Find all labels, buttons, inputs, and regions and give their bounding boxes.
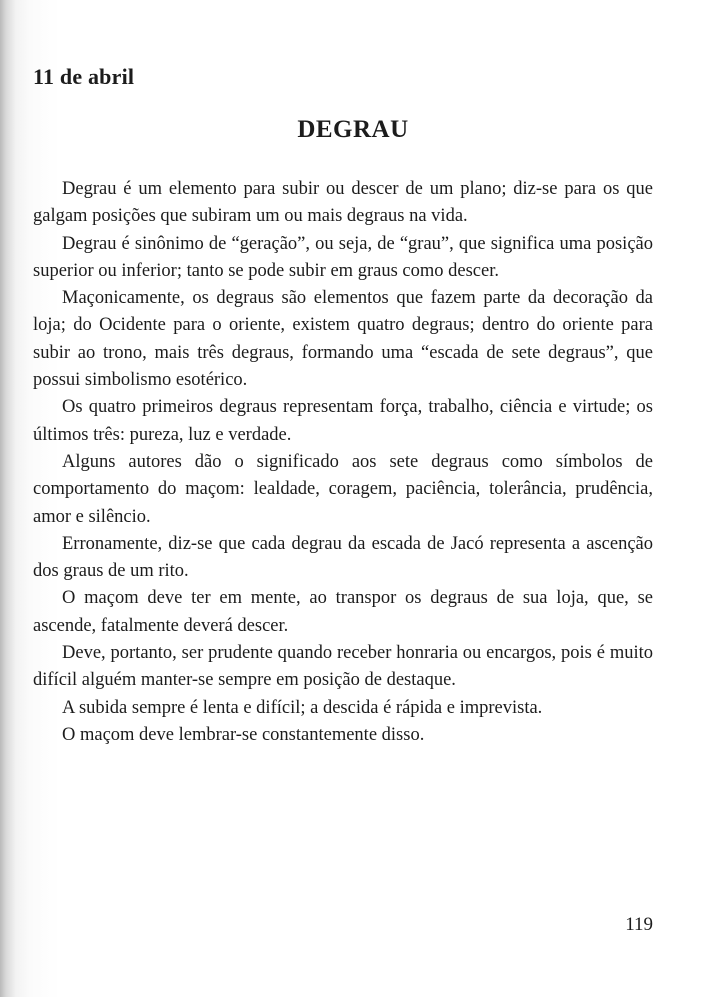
paragraph-7: O maçom deve ter em mente, ao transpor os degraus de sua loja, que, se ascende, fatalmente deverá descer.	[33, 588, 653, 636]
paragraph-3: Maçonicamente, os degraus são elementos que fazem parte da decoração da loja; do Ocidente para o oriente, existem quatro degraus; dentro do oriente para subir ao trono, mais três degraus, formando uma “escada de sete degraus”, que possui simbolismo esotérico.	[33, 288, 653, 391]
paragraph-6: Erronamente, diz-se que cada degrau da escada de Jacó representa a ascenção dos graus de um rito.	[33, 533, 653, 582]
entry-date: 11 de abril	[33, 64, 135, 89]
paragraph-1: Degrau é um elemento para subir ou descer de um plano; diz-se para os que galgam posições que subiram um ou mais degraus na vida.	[33, 179, 653, 227]
paragraph-4: Os quatro primeiros degraus representam força, trabalho, ciência e virtude; os últimos três: pureza, luz e verdade.	[33, 397, 653, 445]
paragraph-2: Degrau é sinônimo de “geração”, ou seja, de “grau”, que significa uma posição superior ou inferior; tanto se pode subir em graus como descer.	[33, 233, 653, 281]
page-number: 119	[625, 914, 653, 935]
page-title: DEGRAU	[297, 116, 409, 143]
paragraph-5: Alguns autores dão o significado aos sete degraus como símbolos de comportamento do maçom: lealdade, coragem, paciência, tolerância, prudência, amor e silêncio.	[33, 451, 653, 527]
paragraph-8: Deve, portanto, ser prudente quando receber honraria ou encargos, pois é muito difícil alguém manter-se sempre em posição de destaque.	[33, 643, 653, 691]
paragraph-10: O maçom deve lembrar-se constantemente disso.	[62, 724, 425, 745]
paragraph-9: A subida sempre é lenta e difícil; a descida é rápida e imprevista.	[62, 697, 543, 718]
body-text	[33, 176, 653, 749]
